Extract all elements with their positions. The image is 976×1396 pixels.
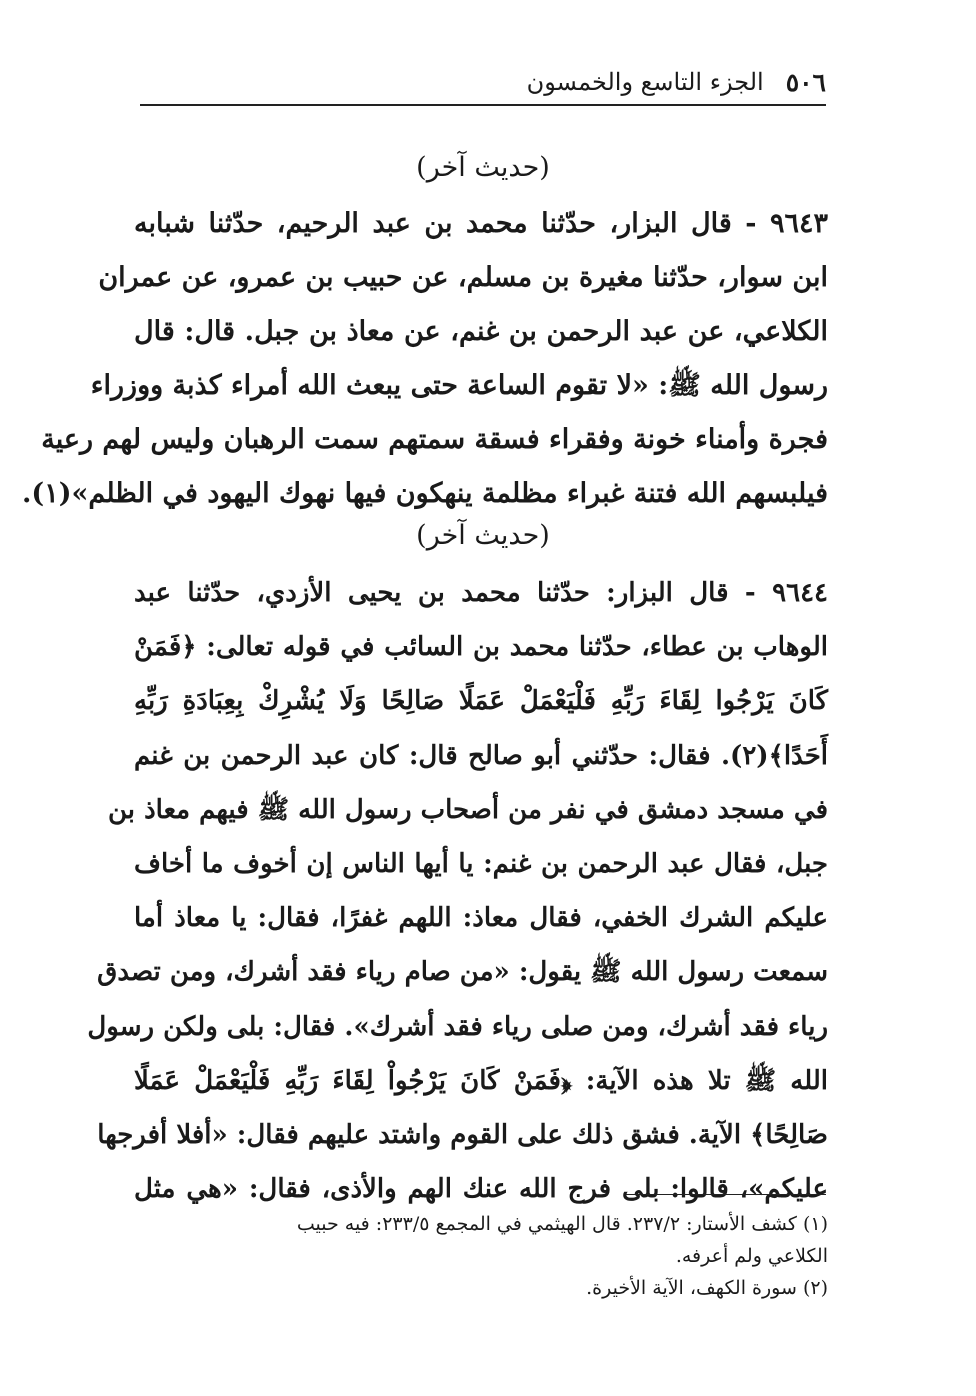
text-line: صَالِحًا﴾ الآية. فشق ذلك على القوم واشتد عليهم فقال: «أفلا أفرجها: [97, 1120, 828, 1151]
running-header: [140, 62, 826, 102]
text-line: كَانَ يَرْجُوا لِقَاءَ رَبِّهِ فَلْيَعْمَلْ عَمَلًا صَالِحًا وَلَا يُشْرِكْ بِعِبَادَةِ رَبِّهِ: [134, 686, 828, 717]
text-line: فجرة وأمناء خونة وفقراء فسقة سمتهم سمت الرهبان وليس لهم رعية: [41, 424, 828, 455]
text-line: ابن سوار، حدّثنا مغيرة بن مسلم، عن حبيب بن عمرو، عن عمران: [98, 262, 828, 293]
text-line: ٩٦٤٣ - قال البزار، حدّثنا محمد بن عبد الرحيم، حدّثنا شبابه: [134, 208, 828, 239]
footnote-1-continued: الكلاعي ولم أعرفه.: [675, 1245, 828, 1267]
text-line: ٩٦٤٤ - قال البزار: حدّثنا محمد بن يحيى الأزدي، حدّثنا عبد: [134, 578, 828, 608]
text-line: رسول الله ﷺ: «لا تقوم الساعة حتى يبعث الله أمراء كذبة ووزراء: [90, 370, 828, 401]
section-heading-2: (حديث آخر): [416, 520, 550, 551]
text-line: عليكم الشرك الخفي، فقال معاذ: اللهم غفرًا، فقال: يا معاذ أما: [134, 903, 828, 934]
part-title: الجزء التاسع والخمسون: [526, 68, 764, 96]
text-line: رياء فقد أشرك، ومن صلى رياء فقد أشرك». فقال: بلى ولكن رسول: [87, 1011, 828, 1042]
text-line: فيلبسهم الله فتنة غبراء مظلمة ينهكون فيها نهوك اليهود في الظلم»(١).: [22, 478, 828, 509]
hadith-9643: [22, 197, 828, 521]
text-line: الله ﷺ تلا هذه الآية: ﴿فَمَنْ كَانَ يَرْجُواْ لِقَاءَ رَبِّهِ فَلْيَعْمَلْ عَمَلًا: [134, 1065, 828, 1096]
text-line: الكلاعي، عن عبد الرحمن بن غنم، عن معاذ بن جبل. قال: قال: [134, 316, 828, 347]
text-line: أَحَدًا﴾(٢). فقال: حدّثني أبو صالح قال: كان عبد الرحمن بن غنم: [134, 740, 828, 771]
text-line: الوهاب بن عطاء، حدّثنا محمد بن السائب في قوله تعالى: ﴿فَمَنْ: [134, 632, 828, 663]
header-rule: [140, 104, 826, 106]
text-line: جبل، فقال عبد الرحمن بن غنم: يا أيها الناس إن أخوف ما أخاف: [134, 849, 828, 880]
footnote-2: (٢) سورة الكهف، الآية الأخيرة.: [586, 1277, 828, 1299]
footnote-1: (١) كشف الأستار: ٢٣٧/٢. قال الهيثمي في المجمع ٢٣٣/٥: فيه حبيب: [296, 1213, 828, 1235]
page-number: ٥٠٦: [785, 67, 826, 97]
text-line: في مسجد دمشق في نفر من أصحاب رسول الله ﷺ فيهم معاذ بن: [107, 794, 828, 825]
hadith-9644: [87, 566, 828, 1216]
footnote-rule: [626, 1194, 826, 1195]
footnotes: [134, 1208, 828, 1304]
text-line: عليكم»، قالوا: بلى فرج الله عنك الهم والأذى، فقال: «هي مثل: [134, 1174, 828, 1205]
section-heading-1: (حديث آخر): [416, 152, 550, 183]
text-line: سمعت رسول الله ﷺ يقول: «من صام رياء فقد أشرك، ومن تصدق: [97, 957, 828, 988]
